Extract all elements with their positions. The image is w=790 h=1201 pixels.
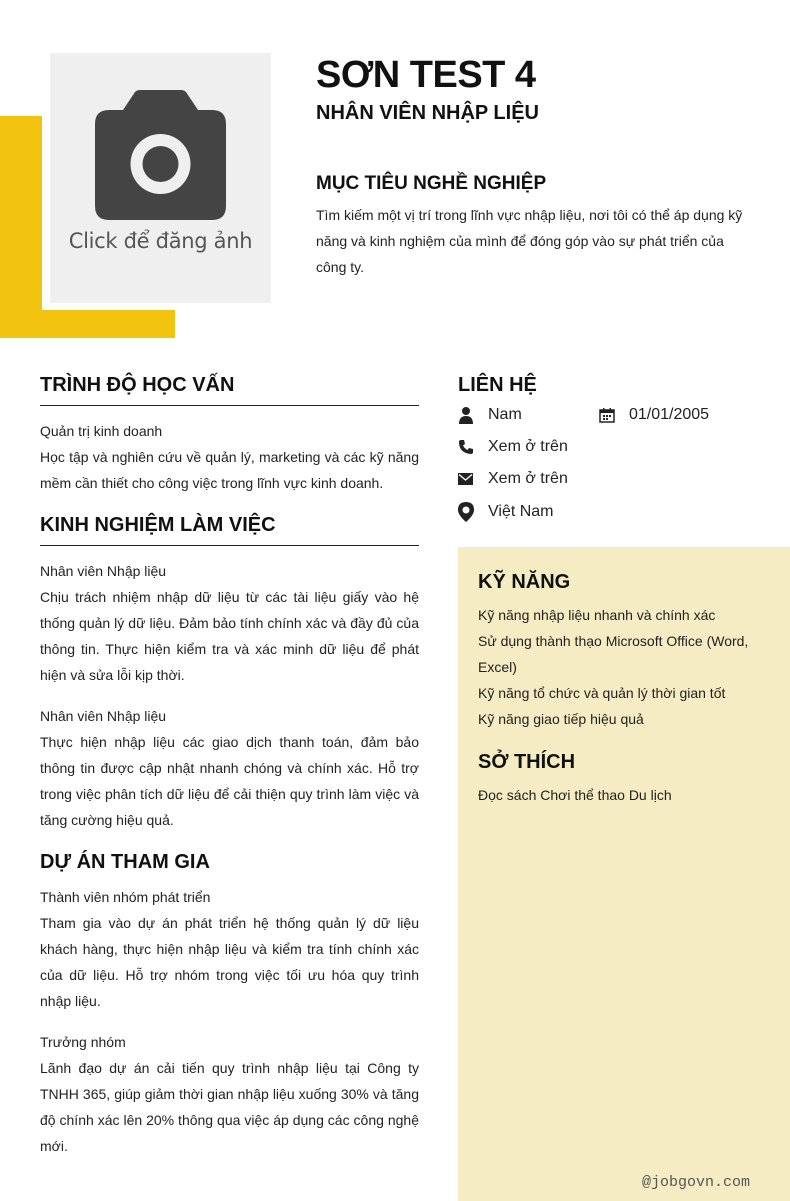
experience-heading: KINH NGHIỆM LÀM VIỆC xyxy=(40,514,419,546)
hobbies-heading: SỞ THÍCH xyxy=(478,751,576,773)
address-value: Việt Nam xyxy=(488,503,554,520)
experience-desc: Thực hiện nhập liệu các giao dịch thanh toán, đảm bảo thông tin được cập nhật nhanh chóng và chính xác. Hỗ trợ trong việc phân tích dữ liệu để cải thiện quy trình làm việc và tăng cường hiệu quả. xyxy=(40,734,419,828)
birthday-value: 01/01/2005 xyxy=(629,406,710,423)
contact-address xyxy=(458,502,554,522)
education-heading: TRÌNH ĐỘ HỌC VẤN xyxy=(40,374,419,406)
candidate-name: SƠN TEST 4 xyxy=(316,54,536,96)
skills-heading: KỸ NĂNG xyxy=(478,571,571,593)
project-desc: Lãnh đạo dự án cải tiến quy trình nhập liệu tại Công ty TNHH 365, giúp giảm thời gian nhập liệu xuống 30% và tăng độ chính xác lên 20% thông qua việc áp dụng các công nghệ mới. xyxy=(40,1060,419,1154)
photo-upload-label: Click để đăng ảnh xyxy=(68,229,253,253)
side-panel xyxy=(458,547,790,1201)
experience-entry xyxy=(40,558,419,688)
person-icon xyxy=(458,406,488,424)
project-entry xyxy=(40,884,419,1014)
contact-phone xyxy=(458,438,568,456)
email-icon xyxy=(458,473,488,485)
project-title: Trưởng nhóm xyxy=(40,1034,126,1050)
gender-value: Nam xyxy=(488,406,522,423)
watermark: @jobgovn.com xyxy=(641,1174,750,1191)
experience-desc: Chịu trách nhiệm nhập dữ liệu từ các tài liệu giấy vào hệ thống quản lý dữ liệu. Đảm bảo tính chính xác và đầy đủ của thông tin. Thực hiện kiểm tra và xác minh dữ liệu để phát hiện và sửa lỗi kịp thời. xyxy=(40,589,419,683)
job-title: NHÂN VIÊN NHẬP LIỆU xyxy=(316,102,539,124)
phone-value: Xem ở trên xyxy=(488,438,568,455)
projects-heading: DỰ ÁN THAM GIA xyxy=(40,851,210,873)
experience-title: Nhân viên Nhập liệu xyxy=(40,708,167,724)
phone-icon xyxy=(458,439,488,455)
camera-icon xyxy=(95,90,226,220)
location-pin-icon xyxy=(458,502,488,522)
photo-upload[interactable] xyxy=(50,53,271,303)
contact-birthday xyxy=(599,406,709,424)
project-desc: Tham gia vào dự án phát triển hệ thống quản lý dữ liệu khách hàng, thực hiện nhập liệu và kiểm tra tính chính xác của dữ liệu. Hỗ trợ nhóm trong việc tối ưu hóa quy trình nhập liệu. xyxy=(40,915,419,1009)
skills-list xyxy=(478,602,768,732)
contact-gender xyxy=(458,406,522,424)
education-entry xyxy=(40,418,419,496)
calendar-icon xyxy=(599,407,629,423)
hobbies-text: Đọc sách Chơi thể thao Du lịch xyxy=(478,787,672,803)
education-title: Quản trị kinh doanh xyxy=(40,423,163,439)
experience-entry xyxy=(40,703,419,833)
skill-item: Kỹ năng giao tiếp hiệu quả xyxy=(478,711,644,727)
experience-title: Nhân viên Nhập liệu xyxy=(40,563,167,579)
skill-item: Kỹ năng nhập liệu nhanh và chính xác xyxy=(478,607,716,623)
accent-block-bottom xyxy=(0,310,175,338)
project-entry xyxy=(40,1029,419,1159)
skill-item: Kỹ năng tổ chức và quản lý thời gian tốt xyxy=(478,685,726,701)
career-objective-text: Tìm kiếm một vị trí trong lĩnh vực nhập liệu, nơi tôi có thể áp dụng kỹ năng và kinh nghiệm của mình để đóng góp vào sự phát triển của công ty. xyxy=(316,207,743,275)
accent-block-left xyxy=(0,116,42,338)
left-column xyxy=(40,374,419,1159)
skill-item: Sử dụng thành thạo Microsoft Office (Word, Excel) xyxy=(478,633,749,675)
education-desc: Học tập và nghiên cứu về quản lý, marketing và các kỹ năng mềm cần thiết cho công việc trong lĩnh vực kinh doanh. xyxy=(40,449,419,491)
contact-heading: LIÊN HỆ xyxy=(458,374,537,396)
career-objective-heading: MỤC TIÊU NGHỀ NGHIỆP xyxy=(316,173,547,194)
project-title: Thành viên nhóm phát triển xyxy=(40,889,211,905)
email-value: Xem ở trên xyxy=(488,470,568,487)
contact-email xyxy=(458,470,568,488)
